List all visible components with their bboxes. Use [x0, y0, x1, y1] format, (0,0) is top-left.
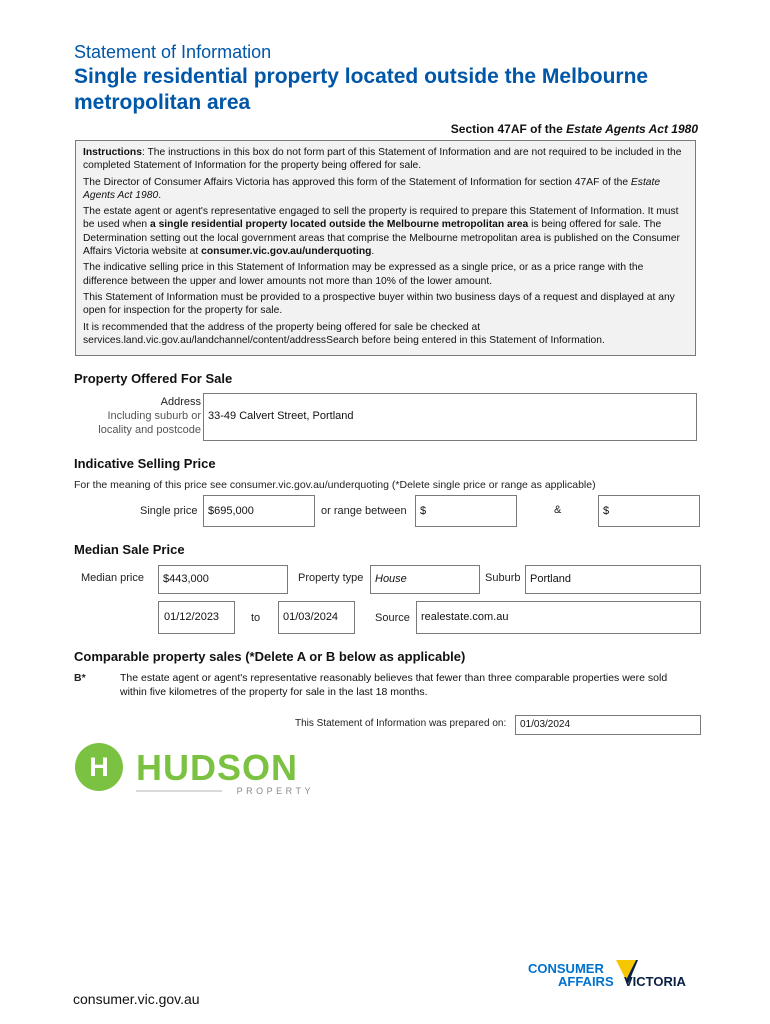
cav-line2: AFFAIRS: [558, 974, 614, 989]
address-label: [80, 395, 201, 437]
page-title: Single residential property located outside the Melbourne metropolitan area: [74, 65, 649, 114]
address-label-line1: Address: [160, 396, 201, 408]
instructions-label: Instructions: [83, 147, 142, 158]
range-low-field[interactable]: [415, 495, 517, 527]
range-label: or range between: [321, 505, 407, 517]
single-price-label: Single price: [140, 505, 198, 517]
instructions-p2-text: The Director of Consumer Affairs Victoria has approved this form of the Statement of Information for section 47AF of the: [83, 176, 631, 188]
footer-url[interactable]: consumer.vic.gov.au: [73, 991, 200, 1007]
prepared-date-field[interactable]: [515, 715, 701, 735]
hudson-logo: [74, 742, 324, 798]
prepared-date-value: 01/03/2024: [520, 719, 571, 730]
source-label: Source: [375, 612, 410, 624]
period-from-value: 01/12/2023: [164, 611, 220, 623]
property-type-field[interactable]: [370, 565, 480, 594]
period-to-label: to: [251, 612, 261, 624]
cav-logo-graphic: [528, 958, 703, 1004]
instructions-p5: This Statement of Information must be provided to a prospective buyer within two business days of a request and displayed at any open for inspection for the property for sale.: [83, 291, 675, 317]
instructions-p1-text: : The instructions in this box do not form part of this Statement of Information and are not required to be included in the completed Statement of Information for the property being offered for sale.: [83, 147, 682, 172]
property-type-value: House: [375, 573, 407, 585]
instructions-p2-act: Estate Agents Act 1980: [83, 176, 661, 201]
section-reference: [451, 122, 698, 136]
range-low-value: $: [420, 505, 427, 517]
consumer-affairs-victoria-logo: [528, 958, 703, 1004]
instructions-p3-bold1: a single residential property located outside the Melbourne metropolitan area: [149, 219, 529, 231]
instructions-p3-b: is being offered for sale. The Determination setting out the local government areas that comprise the Melbourne metropolitan area is published on the Consumer Affairs Victoria website at: [83, 219, 680, 258]
instructions-p3-end: .: [371, 246, 375, 258]
underquoting-url: consumer.vic.gov.au/underquoting: [201, 246, 372, 258]
instructions-p6: It is recommended that the address of the property being offered for sale be checked at services.land.vic.gov.au/landchannel/content/addressSearch before being entered in this Statement of Information.: [83, 321, 605, 346]
median-heading: Median Sale Price: [74, 542, 185, 557]
prepared-label: This Statement of Information was prepared on:: [295, 718, 507, 729]
suburb-field[interactable]: [525, 565, 701, 594]
address-value: 33-49 Calvert Street, Portland: [208, 410, 354, 422]
source-field[interactable]: [416, 601, 701, 634]
instructions-p4: The indicative selling price in this Statement of Information may be expressed as a single price, or as a price range with the difference between the upper and lower amounts not more than 10% of the lower amount.: [83, 262, 644, 287]
cav-line1: CONSUMER: [528, 961, 604, 976]
single-price-value: $695,000: [208, 505, 254, 517]
median-price-field[interactable]: [158, 565, 288, 594]
section-act: Estate Agents Act 1980: [566, 122, 698, 136]
instructions-box: [75, 140, 696, 356]
cav-line3: VICTORIA: [624, 974, 686, 989]
hudson-logo-graphic: [74, 742, 324, 798]
instructions-p3-a: The estate agent or agent's representative engaged to sell the property is required to prepare this Statement of Information. It must be used when: [83, 206, 679, 231]
range-ampersand: &: [554, 504, 562, 516]
option-b-text: The estate agent or agent's representative reasonably believes that fewer than three comparable properties were sold within five kilometres of the property for sale in the last 18 months.: [120, 672, 668, 698]
instructions-p2-end: .: [158, 189, 162, 201]
logo-name: HUDSON: [136, 747, 299, 788]
indicative-heading: Indicative Selling Price: [74, 456, 216, 471]
option-b-label: B*: [74, 672, 86, 684]
instructions-p1: [83, 146, 688, 173]
single-price-field[interactable]: [203, 495, 315, 527]
suburb-label: Suburb: [485, 572, 521, 584]
section-prefix: Section 47AF of the: [450, 122, 567, 136]
median-price-value: $443,000: [163, 573, 209, 585]
range-high-field[interactable]: [598, 495, 700, 527]
period-from-field[interactable]: [158, 601, 235, 634]
address-label-line3: locality and postcode: [98, 424, 201, 436]
logo-tagline: PROPERTY: [236, 786, 314, 796]
source-value: realestate.com.au: [421, 611, 509, 623]
period-to-field[interactable]: [278, 601, 355, 634]
instructions-p2: [83, 176, 688, 203]
suburb-value: Portland: [530, 573, 571, 585]
indicative-note: For the meaning of this price see consumer.vic.gov.au/underquoting (*Delete single price or range as applicable): [74, 479, 596, 491]
address-label-line2: Including suburb or: [107, 410, 201, 422]
form-subtitle: Statement of Information: [74, 42, 272, 62]
logo-letter: H: [89, 752, 109, 782]
address-field[interactable]: [203, 393, 697, 441]
property-type-label: Property type: [298, 572, 364, 584]
property-heading: Property Offered For Sale: [74, 371, 233, 386]
range-high-value: $: [603, 505, 610, 517]
median-price-label: Median price: [81, 572, 144, 584]
instructions-p3: [83, 205, 688, 258]
period-to-value: 01/03/2024: [283, 611, 339, 623]
comparable-heading: Comparable property sales (*Delete A or B below as applicable): [74, 649, 466, 664]
